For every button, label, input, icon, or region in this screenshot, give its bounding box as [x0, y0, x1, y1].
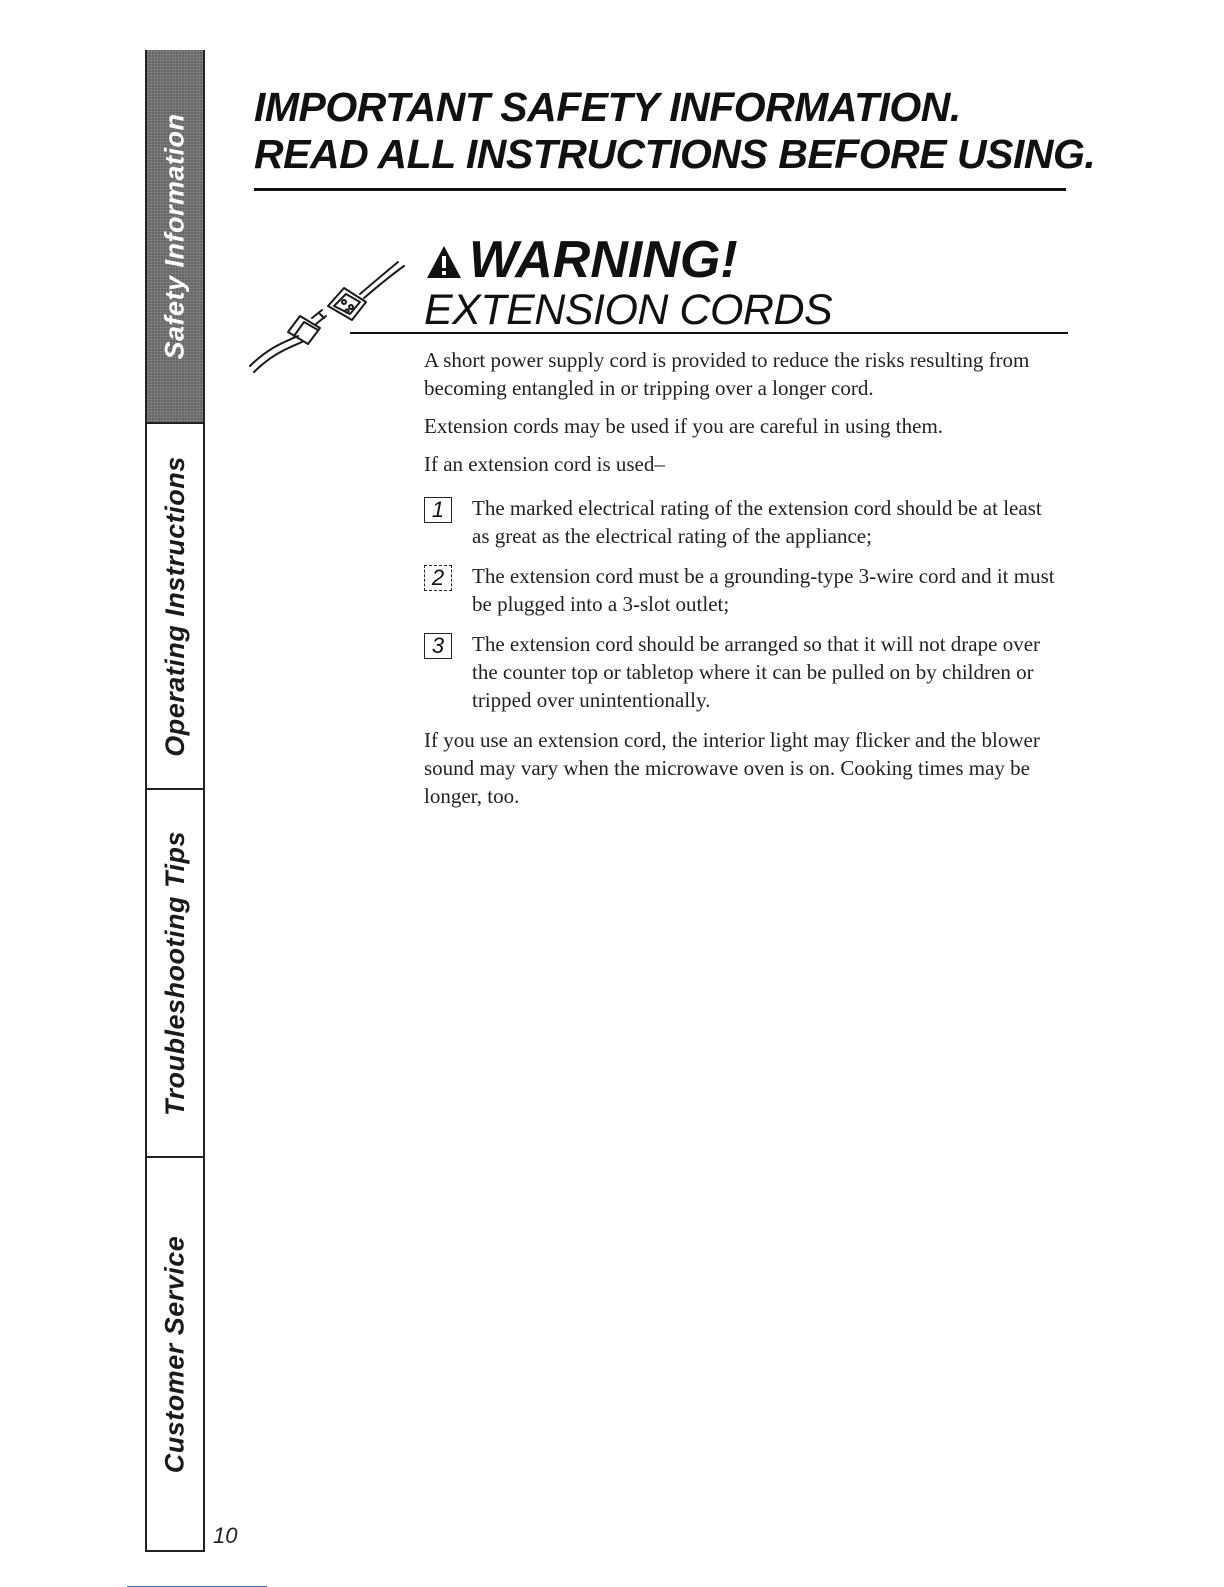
list-item-text: The extension cord must be a grounding-type 3-wire cord and it must be plugged into a 3-slot outlet; — [472, 564, 1055, 616]
side-tab-bar — [145, 50, 205, 1552]
warning-label: WARNING! — [469, 231, 738, 289]
section-divider — [350, 332, 1068, 334]
page-number: 10 — [213, 1523, 238, 1548]
list-number-box: 2 — [424, 565, 452, 591]
header-line-2: READ ALL INSTRUCTIONS BEFORE USING. — [254, 131, 1096, 177]
header-line-1: IMPORTANT SAFETY INFORMATION. — [254, 84, 961, 130]
paragraph: If an extension cord is used– — [424, 452, 665, 476]
tab-label: Troubleshooting Tips — [159, 830, 190, 1116]
list-item-text: The marked electrical rating of the extension cord should be at least as great as the electrical rating of the appliance; — [472, 496, 1042, 548]
tab-label: Operating Instructions — [159, 455, 190, 757]
list-item — [424, 494, 1064, 550]
list-item — [424, 630, 1064, 714]
tab-label: Customer Service — [159, 1235, 190, 1473]
list-number-box: 1 — [424, 497, 452, 523]
section-title: EXTENSION CORDS — [424, 286, 833, 334]
list-item — [424, 562, 1064, 618]
list-item-text: The extension cord should be arranged so that it will not drape over the counter top or tabletop where it can be pulled on by children or tripped over unintentionally. — [472, 632, 1041, 712]
warning-triangle-icon — [425, 244, 463, 280]
paragraph: Extension cords may be used if you are careful in using them. — [424, 414, 944, 438]
tab-label: Safety Information — [159, 112, 190, 360]
body-text — [424, 346, 1064, 820]
warning-title — [425, 230, 738, 290]
page-header — [254, 84, 1096, 191]
tab-customer-service[interactable] — [147, 1156, 203, 1550]
tab-troubleshooting-tips[interactable] — [147, 788, 203, 1156]
paragraph: A short power supply cord is provided to reduce the risks resulting from becoming entangled in or tripping over a longer cord. — [424, 348, 1030, 400]
paragraph: If you use an extension cord, the interior light may flicker and the blower sound may vary when the microwave oven is on. Cooking times may be longer, too. — [424, 728, 1040, 808]
list-number-box: 3 — [424, 633, 452, 659]
extension-cord-plug-icon — [248, 248, 408, 378]
tab-safety-information[interactable] — [147, 50, 203, 422]
tab-operating-instructions[interactable] — [147, 422, 203, 788]
